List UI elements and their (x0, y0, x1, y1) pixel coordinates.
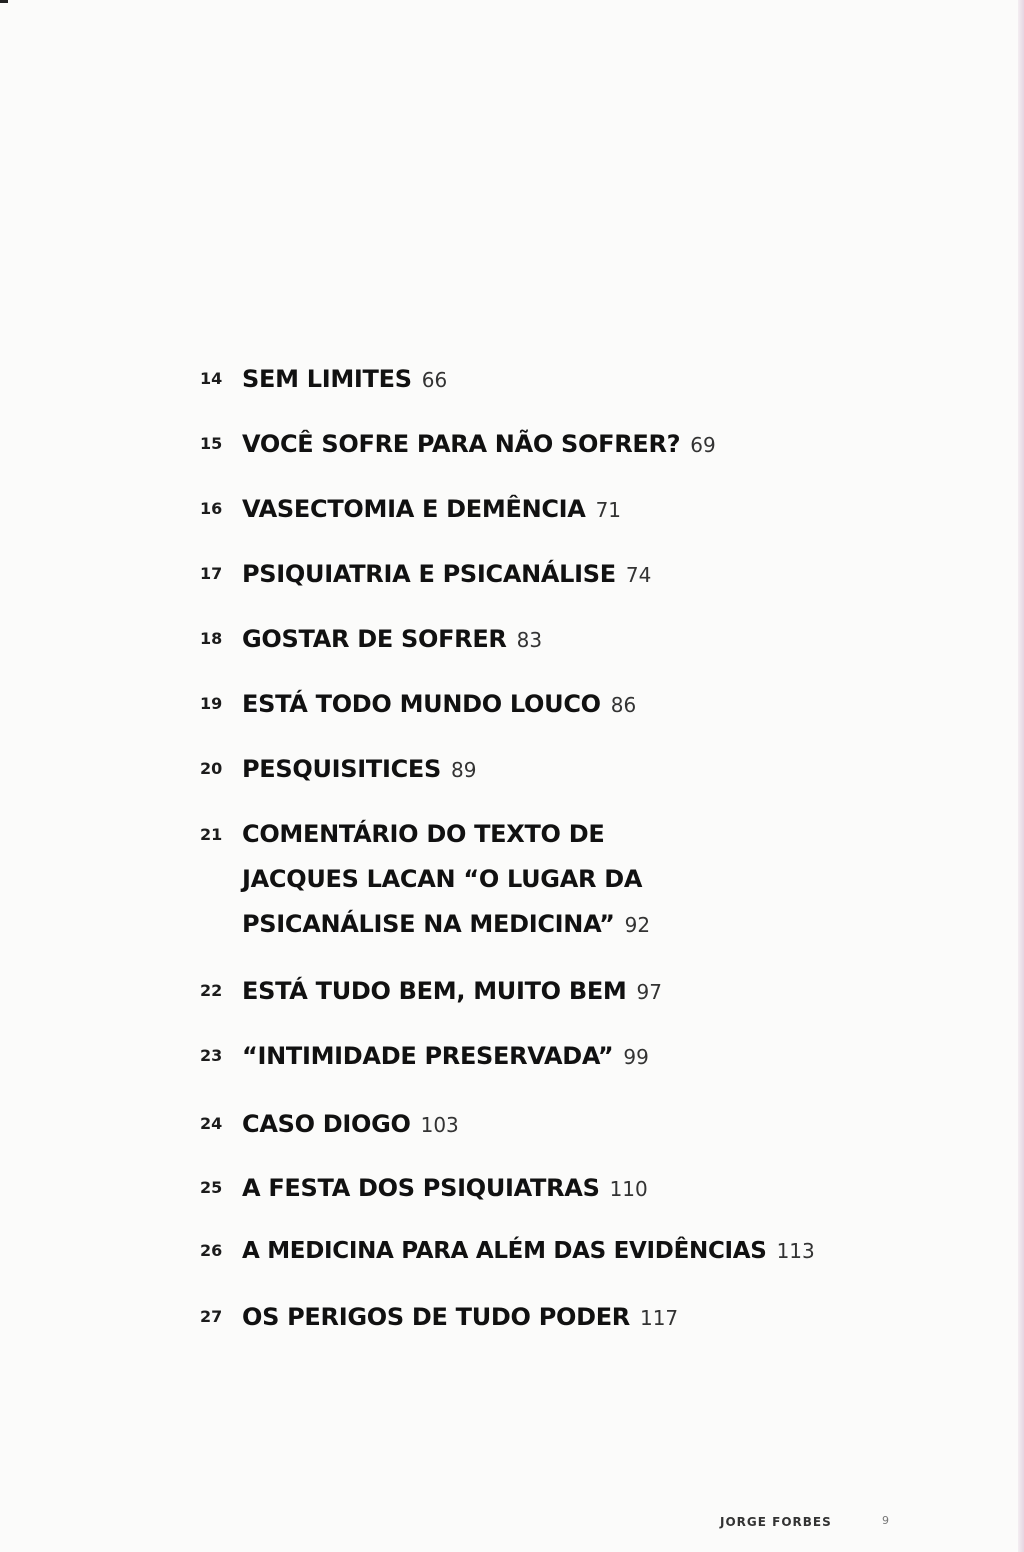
entry-number: 18 (200, 629, 223, 648)
toc-entry-18[interactable] (200, 620, 542, 659)
entry-page-number: 83 (516, 628, 543, 652)
entry-page-number: 86 (610, 693, 637, 717)
entry-page-number: 113 (776, 1239, 815, 1263)
toc-entry-16[interactable] (200, 490, 621, 529)
entry-title: VASECTOMIA E DEMÊNCIA 71 (242, 495, 622, 523)
entry-number: 16 (200, 499, 223, 518)
entry-number: 22 (200, 981, 223, 1000)
entry-number: 23 (200, 1046, 223, 1065)
entry-title: CASO DIOGO 103 (242, 1110, 459, 1138)
entry-title: VOCÊ SOFRE PARA NÃO SOFRER? 69 (242, 430, 716, 458)
entry-title: OS PERIGOS DE TUDO PODER 117 (242, 1303, 679, 1331)
entry-page-number: 97 (636, 980, 662, 1004)
toc-entry-19[interactable] (200, 685, 636, 724)
toc-entry-24[interactable] (200, 1105, 459, 1144)
toc-entry-20[interactable] (200, 750, 476, 789)
entry-title: PSIQUIATRIA E PSICANÁLISE 74 (242, 560, 652, 588)
entry-page-number: 103 (420, 1113, 459, 1137)
toc-entry-23[interactable] (200, 1037, 649, 1076)
page-edge (1018, 0, 1024, 1552)
entry-page-number: 66 (421, 368, 448, 392)
toc-entry-26[interactable] (200, 1232, 815, 1270)
entry-title: A MEDICINA PARA ALÉM DAS EVIDÊNCIAS 113 (242, 1238, 815, 1264)
toc-entry-15[interactable] (200, 425, 716, 464)
toc-entry-14[interactable] (200, 360, 447, 399)
folio-page-number: 9 (882, 1514, 889, 1527)
entry-title: ESTÁ TUDO BEM, MUITO BEM 97 (242, 977, 662, 1005)
entry-number: 24 (200, 1114, 223, 1133)
entry-number: 19 (200, 694, 223, 713)
toc-entry-21[interactable] (200, 812, 650, 948)
entry-page-number: 69 (690, 433, 716, 457)
entry-title: ESTÁ TODO MUNDO LOUCO 86 (242, 690, 637, 718)
entry-page-number: 71 (595, 498, 622, 522)
entry-number: 21 (200, 825, 223, 844)
entry-title: “INTIMIDADE PRESERVADA” 99 (242, 1042, 649, 1070)
entry-title (242, 812, 650, 948)
entry-page-number: 92 (624, 913, 651, 937)
entry-number: 26 (200, 1241, 223, 1260)
entry-title: GOSTAR DE SOFRER 83 (242, 625, 543, 653)
entry-number: 20 (200, 759, 223, 778)
corner-mark (0, 0, 8, 3)
toc-entry-27[interactable] (200, 1298, 678, 1337)
entry-title-line-3: PSICANÁLISE NA MEDICINA” 92 (242, 910, 651, 938)
entry-title-line-1: COMENTÁRIO DO TEXTO DE (242, 820, 605, 848)
entry-title: SEM LIMITES 66 (242, 365, 448, 393)
running-footer-author: JORGE FORBES (720, 1515, 832, 1529)
entry-page-number: 89 (451, 758, 477, 782)
entry-title: PESQUISITICES 89 (242, 755, 477, 783)
entry-number: 14 (200, 369, 223, 388)
entry-page-number: 74 (625, 563, 652, 587)
entry-number: 17 (200, 564, 223, 583)
entry-title: A FESTA DOS PSIQUIATRAS 110 (242, 1174, 648, 1202)
toc-entry-22[interactable] (200, 972, 662, 1011)
entry-page-number: 110 (609, 1177, 648, 1201)
toc-entry-17[interactable] (200, 555, 651, 594)
entry-number: 15 (200, 434, 223, 453)
entry-page-number: 99 (623, 1045, 649, 1069)
entry-number: 27 (200, 1307, 223, 1326)
entry-title-line-2: JACQUES LACAN “O LUGAR DA (242, 865, 643, 893)
entry-number: 25 (200, 1178, 223, 1197)
entry-page-number: 117 (639, 1306, 679, 1330)
toc-entry-25[interactable] (200, 1169, 648, 1208)
